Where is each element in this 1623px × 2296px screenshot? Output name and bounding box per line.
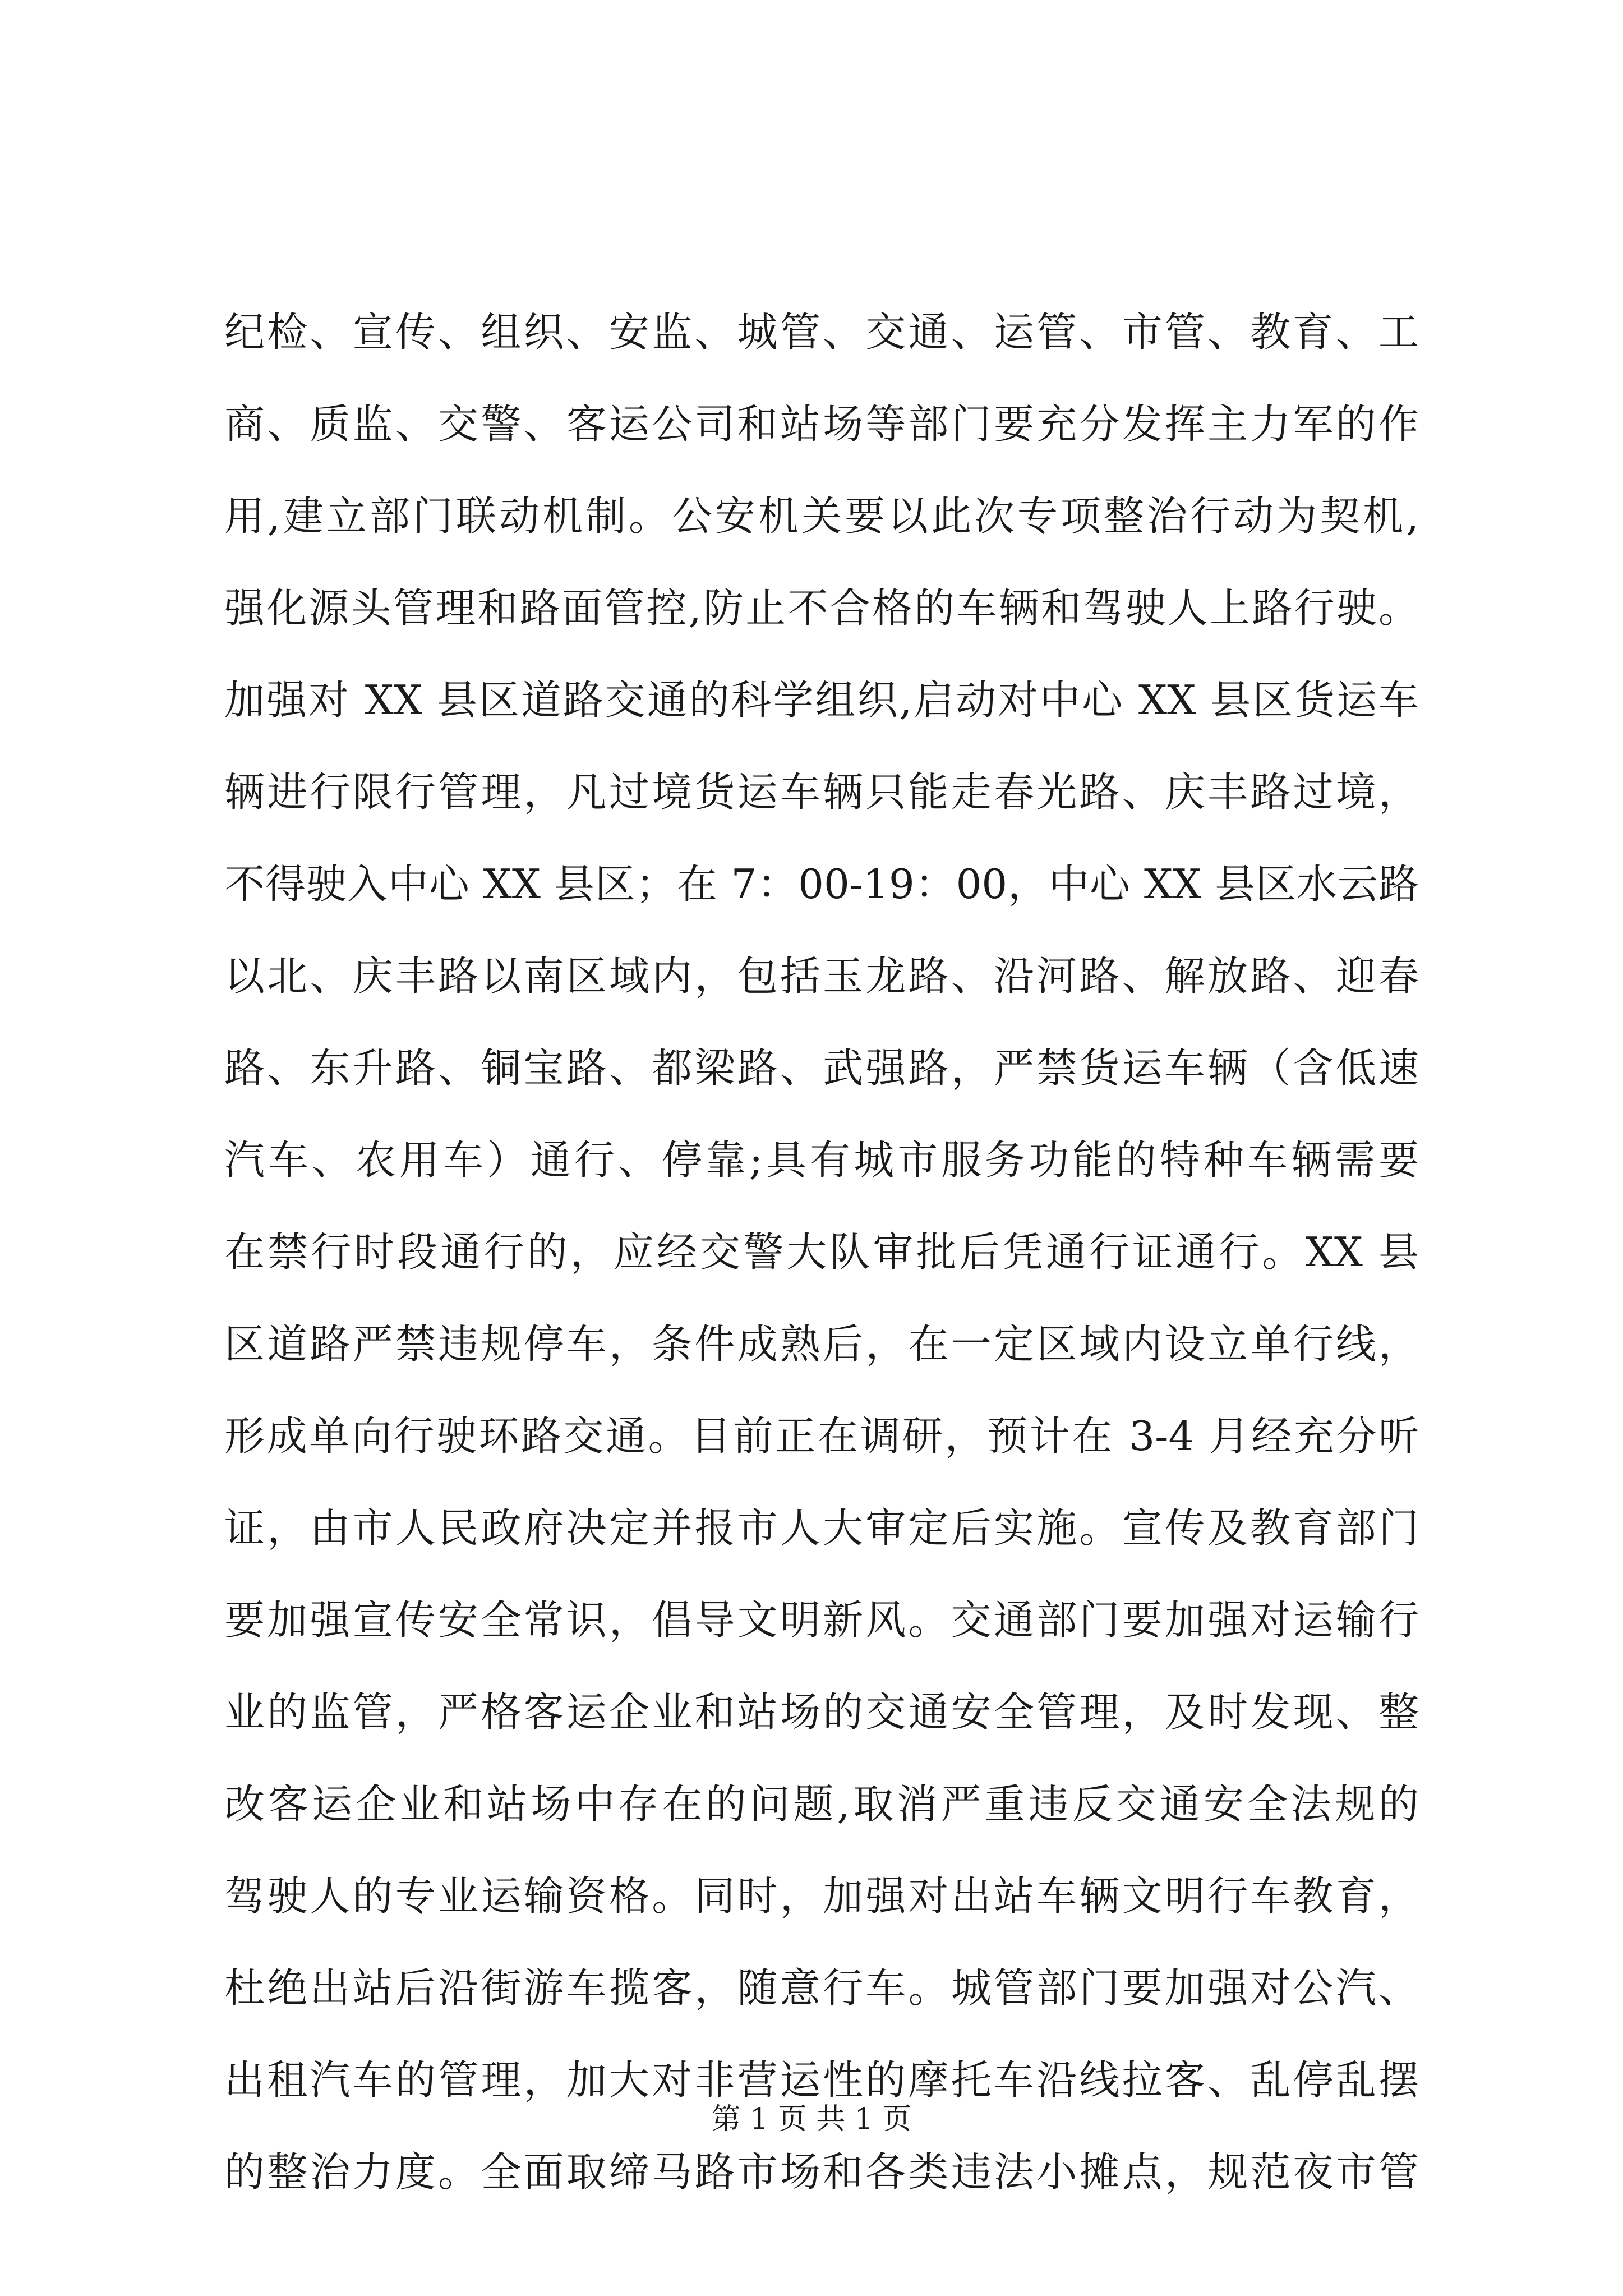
text-line: 杜绝出站后沿街游车揽客，随意行车。城管部门要加强对公汽、 xyxy=(224,1964,1419,2012)
text-line: 改客运企业和站场中存在的问题,取消严重违反交通安全法规的 xyxy=(224,1780,1419,1828)
body-text xyxy=(224,286,1419,2218)
text-line: 的整治力度。全面取缔马路市场和各类违法小摊点，规范夜市管 xyxy=(224,2148,1419,2196)
text-line: 形成单向行驶环路交通。目前正在调研，预计在 3-4 月经充分听 xyxy=(224,1412,1419,1460)
text-line: 纪检、宣传、组织、安监、城管、交通、运管、市管、教育、工 xyxy=(224,309,1419,356)
text-line: 证，由市人民政府决定并报市人大审定后实施。宣传及教育部门 xyxy=(224,1504,1419,1552)
text-line: 汽车、农用车）通行、停靠;具有城市服务功能的特种车辆需要 xyxy=(224,1137,1419,1184)
text-line: 不得驶入中心 XX 县区；在 7：00-19：00，中心 XX 县区水云路 xyxy=(224,861,1419,908)
text-line: 驾驶人的专业运输资格。同时，加强对出站车辆文明行车教育， xyxy=(224,1872,1419,1920)
text-line: 辆进行限行管理，凡过境货运车辆只能走春光路、庆丰路过境， xyxy=(224,769,1419,816)
text-line: 强化源头管理和路面管控,防止不合格的车辆和驾驶人上路行驶。 xyxy=(224,585,1419,632)
text-line: 区道路严禁违规停车，条件成熟后，在一定区域内设立单行线， xyxy=(224,1320,1419,1368)
text-line: 加强对 XX 县区道路交通的科学组织,启动对中心 XX 县区货运车 xyxy=(224,677,1419,724)
text-line: 业的监管，严格客运企业和站场的交通安全管理，及时发现、整 xyxy=(224,1688,1419,1736)
text-line: 用,建立部门联动机制。公安机关要以此次专项整治行动为契机, xyxy=(224,493,1419,540)
text-line: 出租汽车的管理，加大对非营运性的摩托车沿线拉客、乱停乱摆 xyxy=(224,2056,1419,2104)
text-line: 要加强宣传安全常识，倡导文明新风。交通部门要加强对运输行 xyxy=(224,1596,1419,1644)
page-footer: 第 1 页 共 1 页 xyxy=(711,2102,912,2136)
text-line: 路、东升路、铜宝路、都梁路、武强路，严禁货运车辆（含低速 xyxy=(224,1045,1419,1092)
text-line: 商、质监、交警、客运公司和站场等部门要充分发挥主力军的作 xyxy=(224,401,1419,448)
text-line: 在禁行时段通行的，应经交警大队审批后凭通行证通行。XX 县 xyxy=(224,1228,1419,1276)
text-line: 以北、庆丰路以南区域内，包括玉龙路、沿河路、解放路、迎春 xyxy=(224,953,1419,1000)
